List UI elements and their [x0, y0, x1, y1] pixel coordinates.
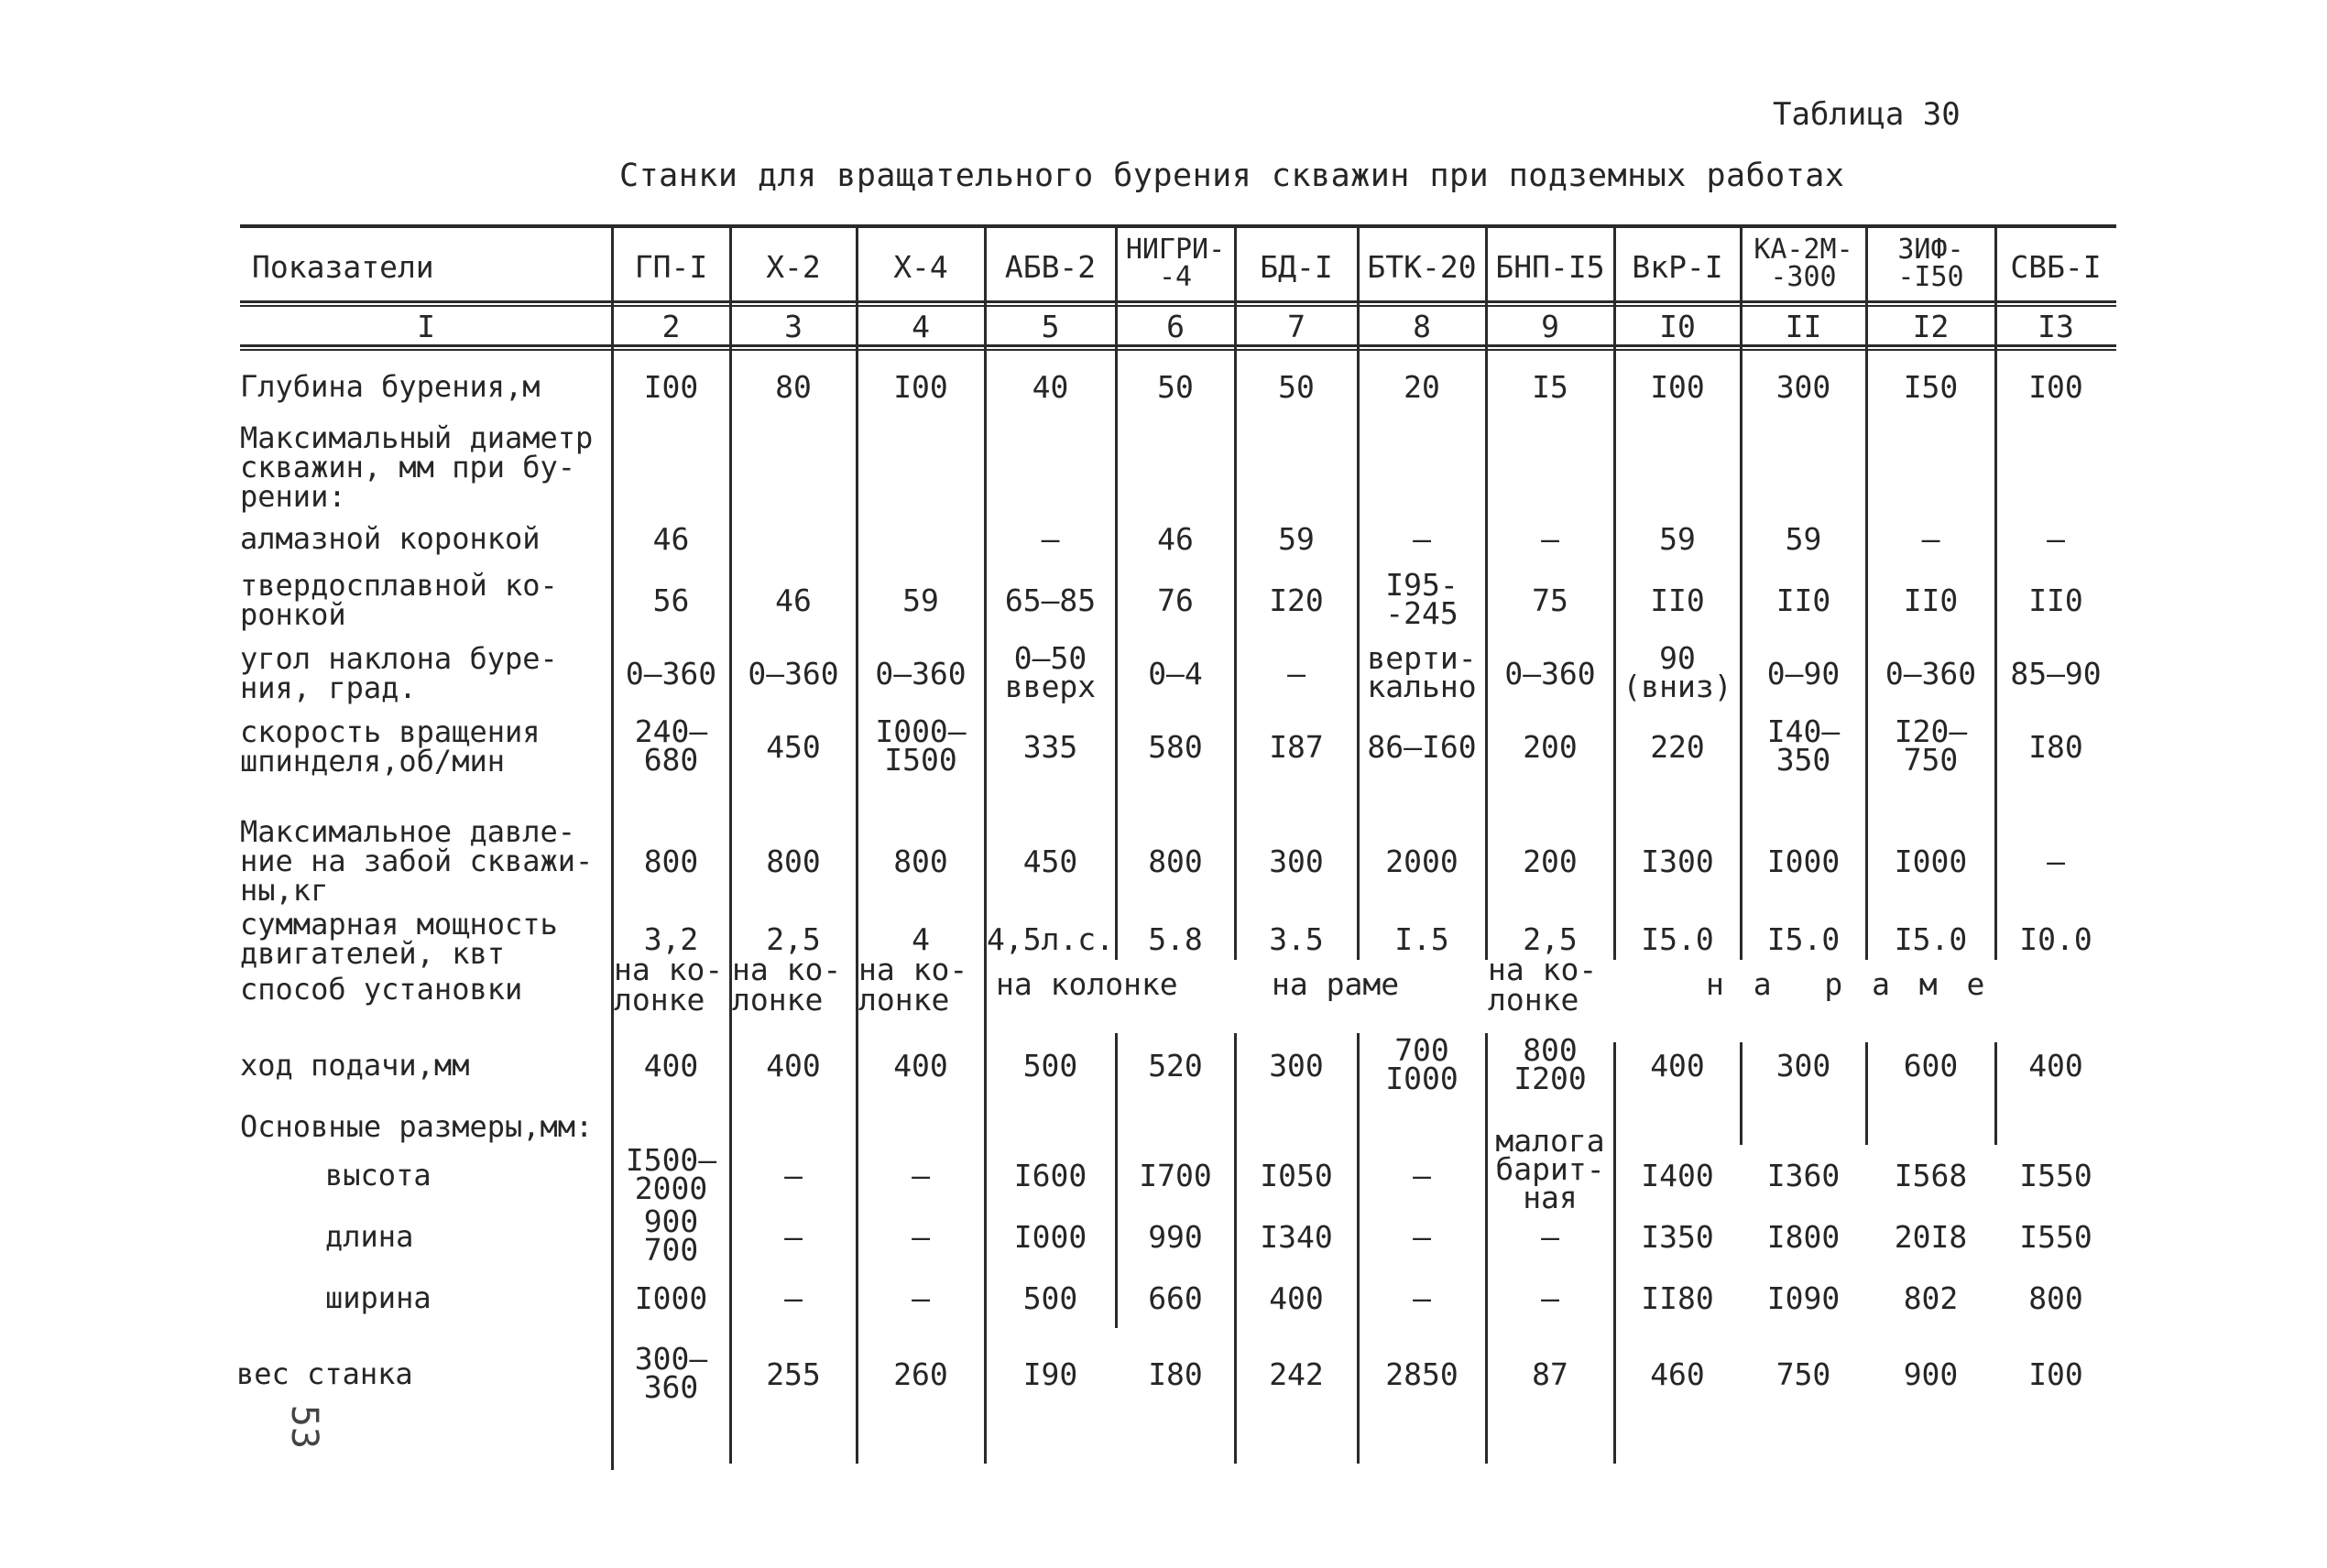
table-cell: 750: [1775, 1356, 1831, 1392]
table-cell: II0: [1775, 583, 1831, 618]
row-label: суммарная мощность двигателей, квт: [240, 907, 558, 971]
table-cell: –: [1541, 1219, 1559, 1255]
col-number-9: 9: [1541, 309, 1559, 344]
table-cell: 4,5л.с.: [986, 921, 1115, 957]
table-cell: –: [912, 1280, 930, 1316]
table-cell: I5.0: [1766, 921, 1841, 957]
table-cell: 520: [1148, 1048, 1203, 1083]
table-cell: 300: [1775, 369, 1831, 405]
header-col-8: БТК-20: [1367, 249, 1477, 285]
table-cell: 400: [1269, 1280, 1324, 1316]
table-cell: 46: [1157, 521, 1194, 557]
table-cell: I5: [1532, 369, 1568, 405]
table-cell: 400: [766, 1048, 821, 1083]
col-number-12: I2: [1912, 309, 1950, 344]
table-cell: I050: [1260, 1158, 1333, 1193]
header-col-2: ГП-I: [634, 249, 708, 285]
table-cell: I95- -245: [1385, 567, 1458, 631]
table-cell: 80: [775, 369, 812, 405]
horizontal-rule: [240, 300, 2116, 303]
table-cell: 2000: [1385, 844, 1458, 879]
table-cell: I550: [2019, 1219, 2092, 1255]
table-cell: 2850: [1385, 1356, 1458, 1392]
table-cell: 220: [1650, 729, 1705, 765]
table-cell: 3,2: [643, 921, 699, 957]
row-label: ширина: [325, 1280, 432, 1315]
col-number-8: 8: [1413, 309, 1431, 344]
table-cell: –: [1287, 656, 1306, 691]
table-cell: I50: [1903, 369, 1959, 405]
table-cell: н а р а м е: [1706, 966, 1991, 1002]
vertical-rule: [984, 226, 987, 1464]
table-cell: 75: [1532, 583, 1568, 618]
col-number-10: I0: [1659, 309, 1696, 344]
table-cell: 500: [1022, 1048, 1078, 1083]
row-label: способ установки: [240, 972, 523, 1007]
table-cell: 59: [902, 583, 939, 618]
table-cell: 50: [1278, 369, 1315, 405]
table-cell: на раме: [1272, 966, 1400, 1002]
table-cell: 5.8: [1148, 921, 1203, 957]
table-cell: I350: [1641, 1219, 1714, 1255]
table-cell: I360: [1766, 1158, 1841, 1193]
table-cell: 65–85: [1004, 583, 1097, 618]
table-cell: –: [1041, 521, 1060, 557]
table-cell: –: [1413, 1219, 1431, 1255]
table-cell: 0–360: [1504, 656, 1596, 691]
table-cell: 500: [1022, 1280, 1078, 1316]
header-col-9: БНП-I5: [1495, 249, 1605, 285]
table-cell: 87: [1532, 1356, 1568, 1392]
row-label: ход подачи,мм: [240, 1048, 470, 1083]
header-col-6: НИГРИ- -4: [1125, 234, 1226, 293]
table-cell: II0: [1650, 583, 1705, 618]
table-cell: 46: [652, 521, 690, 557]
col-number-5: 5: [1041, 309, 1060, 344]
table-cell: 700 I000: [1385, 1032, 1458, 1096]
header-col-4: Х-4: [893, 249, 948, 285]
table-cell: 800: [1148, 844, 1203, 879]
row-label: высота: [325, 1158, 432, 1192]
table-cell: 802: [1903, 1280, 1959, 1316]
row-label: твердосплавной ко- ронкой: [240, 568, 558, 632]
header-col-5: АБВ-2: [1004, 249, 1097, 285]
table-cell: –: [912, 1219, 930, 1255]
table-cell: I340: [1260, 1219, 1333, 1255]
vertical-rule: [729, 226, 732, 1464]
col-number-2: 2: [661, 309, 681, 344]
page-number: 53: [283, 1404, 326, 1450]
table-cell: 255: [766, 1356, 821, 1392]
table-cell: I87: [1269, 729, 1324, 765]
table-cell: на ко- лонке: [1488, 952, 1598, 1018]
row-label: алмазной коронкой: [240, 521, 541, 556]
table-cell: 400: [1650, 1048, 1705, 1083]
table-cell: I20– 750: [1894, 713, 1968, 778]
table-cell: –: [1413, 521, 1431, 557]
table-cell: 0–360: [625, 656, 717, 691]
table-cell: –: [2047, 521, 2065, 557]
table-cell: II0: [1903, 583, 1959, 618]
vertical-rule: [1613, 1042, 1616, 1464]
table-cell: 800: [643, 844, 699, 879]
table-cell: 200: [1523, 729, 1578, 765]
row-label: скорость вращения шпинделя,об/мин: [240, 714, 541, 779]
table-cell: I000: [1766, 844, 1841, 879]
table-cell: 990: [1148, 1219, 1203, 1255]
table-cell: 450: [1022, 844, 1078, 879]
table-cell: 800: [2028, 1280, 2083, 1316]
table-cell: II80: [1641, 1280, 1714, 1316]
table-cell: I0.0: [2019, 921, 2092, 957]
table-cell: 400: [893, 1048, 948, 1083]
col-number-1: I: [417, 309, 435, 344]
row-label: Максимальный диаметр скважин, мм при бу- рении:: [240, 420, 594, 514]
table-cell: 40: [1032, 369, 1069, 405]
row-label: длина: [325, 1219, 414, 1254]
table-cell: 50: [1157, 369, 1194, 405]
horizontal-rule: [240, 349, 2116, 351]
table-cell: 20I8: [1894, 1219, 1968, 1255]
table-cell: 0–360: [1885, 656, 1977, 691]
table-cell: 800 I200: [1513, 1032, 1587, 1096]
table-cell: 660: [1148, 1280, 1203, 1316]
table-cell: 3.5: [1269, 921, 1324, 957]
horizontal-rule: [240, 305, 2116, 307]
table-cell: I000: [1894, 844, 1968, 879]
table-cell: I5.0: [1894, 921, 1968, 957]
table-cell: 86–I60: [1367, 729, 1477, 765]
table-cell: 2,5: [766, 921, 821, 957]
horizontal-rule: [240, 224, 2116, 228]
table-cell: I600: [1013, 1158, 1087, 1193]
table-cell: I000: [1013, 1219, 1087, 1255]
table-cell: –: [1541, 1280, 1559, 1316]
header-indicators: Показатели: [252, 249, 434, 285]
horizontal-rule: [240, 344, 2116, 347]
col-number-7: 7: [1287, 309, 1306, 344]
table-cell: I.5: [1394, 921, 1449, 957]
table-cell: 800: [766, 844, 821, 879]
table-cell: 300: [1269, 1048, 1324, 1083]
table-cell: на колонке: [996, 966, 1178, 1002]
table-cell: 900 700: [643, 1203, 699, 1268]
table-cell: –: [784, 1219, 803, 1255]
table-cell: I00: [893, 369, 948, 405]
table-number-label: Таблица 30: [1773, 96, 1961, 133]
table-cell: I700: [1139, 1158, 1212, 1193]
table-cell: малога барит- ная: [1495, 1123, 1605, 1215]
col-number-3: 3: [784, 309, 803, 344]
table-cell: I000: [634, 1280, 708, 1316]
table-cell: 600: [1903, 1048, 1959, 1083]
table-cell: I000– I500: [875, 713, 967, 778]
table-cell: I80: [1148, 1356, 1203, 1392]
table-cell: 85–90: [2010, 656, 2102, 691]
table-cell: 450: [766, 729, 821, 765]
row-label: Максимальное давле- ние на забой скважи- ны,кг: [240, 814, 594, 908]
table-cell: 2,5: [1523, 921, 1578, 957]
table-cell: I500– 2000: [625, 1142, 717, 1206]
table-cell: I40– 350: [1766, 713, 1841, 778]
col-number-6: 6: [1166, 309, 1185, 344]
table-cell: 300– 360: [634, 1341, 708, 1405]
table-cell: на ко- лонке: [732, 952, 842, 1018]
table-cell: I400: [1641, 1158, 1714, 1193]
table-cell: I00: [2028, 1356, 2083, 1392]
header-col-11: КА-2М- -300: [1753, 234, 1853, 293]
table-cell: 400: [643, 1048, 699, 1083]
table-cell: 300: [1269, 844, 1324, 879]
table-cell: I300: [1641, 844, 1714, 879]
row-label: угол наклона буре- ния, град.: [240, 641, 558, 705]
table-cell: 59: [1785, 521, 1822, 557]
table-cell: на ко- лонке: [614, 952, 724, 1018]
row-label: вес станка: [236, 1356, 413, 1391]
row-label: Глубина бурения,м: [240, 369, 541, 404]
table-cell: –: [1541, 521, 1559, 557]
table-cell: I80: [2028, 729, 2083, 765]
table-cell: 59: [1659, 521, 1696, 557]
table-cell: 56: [652, 583, 690, 618]
table-cell: 242: [1269, 1356, 1324, 1392]
table-cell: 240– 680: [634, 713, 708, 778]
table-cell: II0: [2028, 583, 2083, 618]
table-cell: 0–4: [1148, 656, 1203, 691]
table-cell: 260: [893, 1356, 948, 1392]
table-cell: I00: [643, 369, 699, 405]
table-cell: 400: [2028, 1048, 2083, 1083]
table-cell: 0–50 вверх: [1004, 640, 1097, 704]
header-col-13: СВБ-I: [2010, 249, 2102, 285]
col-number-13: I3: [2037, 309, 2074, 344]
col-number-11: II: [1785, 309, 1822, 344]
table-cell: 0–90: [1766, 656, 1841, 691]
table-cell: I5.0: [1641, 921, 1714, 957]
row-label: Основные размеры,мм:: [240, 1109, 594, 1144]
table-cell: –: [2047, 844, 2065, 879]
header-col-7: БД-I: [1260, 249, 1333, 285]
table-cell: I00: [1650, 369, 1705, 405]
table-cell: –: [1413, 1280, 1431, 1316]
table-cell: 4: [912, 921, 930, 957]
table-cell: 90 (вниз): [1622, 640, 1732, 704]
table-cell: I568: [1894, 1158, 1968, 1193]
table-cell: 580: [1148, 729, 1203, 765]
table-cell: 200: [1523, 844, 1578, 879]
table-cell: 900: [1903, 1356, 1959, 1392]
table-cell: 76: [1157, 583, 1194, 618]
header-col-3: Х-2: [766, 249, 821, 285]
table-cell: 59: [1278, 521, 1315, 557]
table-cell: I090: [1766, 1280, 1841, 1316]
table-cell: 335: [1022, 729, 1078, 765]
table-cell: –: [912, 1158, 930, 1193]
header-col-10: ВкР-I: [1632, 249, 1723, 285]
table-cell: 0–360: [875, 656, 967, 691]
table-cell: I90: [1022, 1356, 1078, 1392]
table-cell: I00: [2028, 369, 2083, 405]
table-cell: верти- кально: [1367, 640, 1477, 704]
vertical-rule: [856, 226, 858, 1464]
table-cell: 46: [775, 583, 812, 618]
table-cell: I800: [1766, 1219, 1841, 1255]
header-col-12: ЗИФ- -I50: [1897, 234, 1964, 293]
table-cell: 20: [1404, 369, 1440, 405]
table-cell: 460: [1650, 1356, 1705, 1392]
table-cell: –: [784, 1158, 803, 1193]
col-number-4: 4: [912, 309, 930, 344]
table-cell: –: [1921, 521, 1940, 557]
table-cell: 0–360: [748, 656, 839, 691]
table-cell: –: [1413, 1158, 1431, 1193]
table-cell: I20: [1269, 583, 1324, 618]
table-cell: на ко- лонке: [858, 952, 968, 1018]
table-cell: I550: [2019, 1158, 2092, 1193]
table-title: Станки для вращательного бурения скважин при подземных работах: [619, 158, 1845, 194]
table-cell: –: [784, 1280, 803, 1316]
table-cell: 800: [893, 844, 948, 879]
table-cell: 300: [1775, 1048, 1831, 1083]
